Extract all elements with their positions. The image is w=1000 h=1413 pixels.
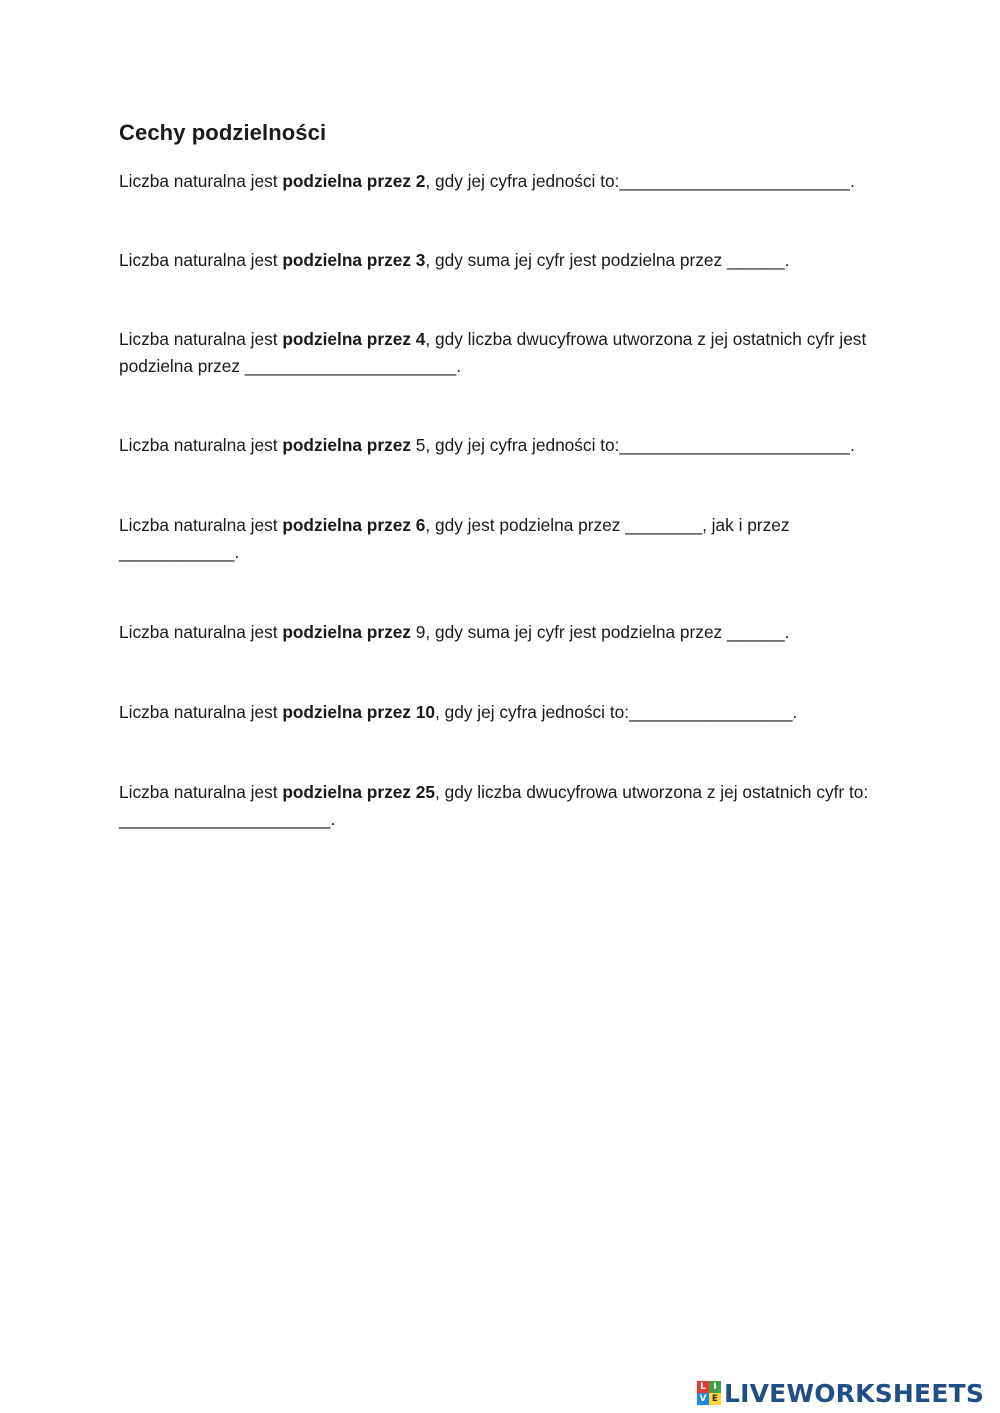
rule-divisible-by-4 (119, 326, 899, 380)
rule-text-pre: Liczba naturalna jest (119, 622, 283, 642)
rule-text-bold: podzielna przez 25 (282, 782, 436, 802)
rule-divisible-by-9 (119, 619, 899, 646)
rule-text-pre: Liczba naturalna jest (119, 782, 283, 802)
rule-text-bold: podzielna przez 6 (282, 515, 426, 535)
rule-divisible-by-3 (119, 247, 899, 274)
rule-text-pre: Liczba naturalna jest (119, 435, 283, 455)
rule-text-post: 9, gdy suma jej cyfr jest podzielna przez ______. (410, 622, 790, 642)
rule-text-pre: Liczba naturalna jest (119, 250, 283, 270)
rule-divisible-by-6 (119, 512, 839, 566)
rule-text-post: , gdy jest podzielna przez ________, jak i przez ____________. (119, 515, 790, 562)
rule-text-bold: podzielna przez 3 (282, 250, 426, 270)
rule-text-bold: podzielna przez 4 (282, 329, 426, 349)
rule-text-bold: podzielna przez 10 (282, 702, 436, 722)
rule-divisible-by-5 (119, 432, 899, 459)
rule-text-post: , gdy suma jej cyfr jest podzielna przez ______. (425, 250, 790, 270)
rule-text-bold: podzielna przez (282, 622, 411, 642)
rule-divisible-by-10 (119, 699, 899, 726)
rule-text-pre: Liczba naturalna jest (119, 171, 283, 191)
page-title: Cechy podzielności (119, 120, 327, 145)
rule-text-pre: Liczba naturalna jest (119, 329, 283, 349)
rule-text-post: , gdy liczba dwucyfrowa utworzona z jej ostatnich cyfr to: ______________________. (119, 782, 869, 829)
rule-text-bold: podzielna przez (282, 435, 411, 455)
rule-text-bold: podzielna przez 2 (282, 171, 426, 191)
rule-text-pre: Liczba naturalna jest (119, 702, 283, 722)
rule-text-pre: Liczba naturalna jest (119, 515, 283, 535)
rule-text-post: , gdy jej cyfra jedności to:_________________. (435, 702, 798, 722)
rule-divisible-by-2 (119, 168, 899, 195)
liveworksheets-logo-text: LIVEWORKSHEETS (724, 1378, 985, 1408)
rule-text-post: 5, gdy jej cyfra jedności to:________________________. (410, 435, 855, 455)
rule-text-post: , gdy jej cyfra jedności to:________________________. (425, 171, 855, 191)
liveworksheets-logo (697, 1378, 984, 1408)
liveworksheets-logo-icon: L I V E (697, 1381, 721, 1405)
rule-divisible-by-25 (119, 779, 869, 833)
rule-text-post: , gdy liczba dwucyfrowa utworzona z jej ostatnich cyfr jest podzielna przez ______________________. (119, 329, 867, 376)
